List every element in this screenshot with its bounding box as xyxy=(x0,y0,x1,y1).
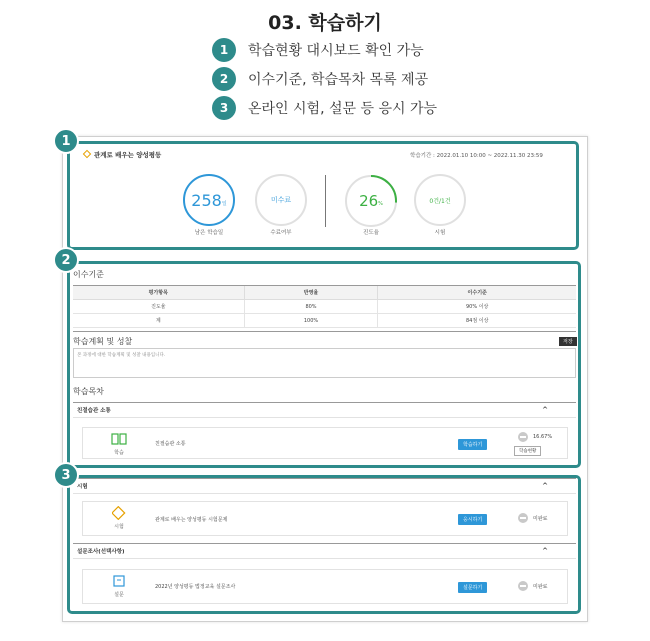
toc-group-header[interactable] xyxy=(73,402,576,418)
progress-label: 진도율 xyxy=(363,230,379,236)
toc-title: 학습목차 xyxy=(73,387,104,396)
column-header: 이수기준 xyxy=(378,286,576,300)
remaining-days-unit: 일 xyxy=(221,200,227,207)
feature-number: 2 xyxy=(212,67,236,91)
group-title: 설문조사(선택사항) xyxy=(77,549,125,555)
study-button[interactable]: 학습하기 xyxy=(458,439,487,450)
section-badge-1: 1 xyxy=(53,128,79,154)
exam-label: 시험 xyxy=(434,230,446,236)
feature-1 xyxy=(212,37,424,63)
course-period: 학습기간 : 2022.01.10 10:00 ~ 2022.11.30 23:59 xyxy=(410,153,543,159)
remaining-days-value: 258 xyxy=(191,190,222,210)
table-cell: 90% 이상 xyxy=(378,300,576,314)
group-title: 시험 xyxy=(77,484,88,490)
table-cell: 진도율 xyxy=(73,300,244,314)
item-title: 관계로 배우는 양성평등 시험문제 xyxy=(155,517,228,523)
take-exam-button[interactable]: 응시하기 xyxy=(458,514,487,525)
incomplete-icon xyxy=(518,581,528,591)
survey-group-header[interactable] xyxy=(73,543,576,559)
survey-button[interactable]: 설문하기 xyxy=(458,582,487,593)
exam-value: 0건/1건 xyxy=(429,197,451,205)
column-header: 평가항목 xyxy=(73,286,244,300)
table-cell: 100% xyxy=(244,314,378,328)
table-cell: 계 xyxy=(73,314,244,328)
item-percent: 16.67% xyxy=(533,434,553,440)
table-row xyxy=(73,300,576,314)
progress-value: 26 xyxy=(359,192,379,210)
section-badge-2: 2 xyxy=(53,247,79,273)
chevron-up-icon[interactable]: ^ xyxy=(542,482,548,490)
table-cell: 80% xyxy=(244,300,378,314)
item-type-label: 학습 xyxy=(114,450,124,456)
incomplete-icon xyxy=(518,513,528,523)
item-title: 친절습관 소통 xyxy=(155,441,186,447)
section-badge-3: 3 xyxy=(53,462,79,488)
plan-title: 학습계획 및 성찰 xyxy=(73,337,133,346)
item-status: 미완료 xyxy=(533,516,548,522)
table-header-row xyxy=(73,286,576,300)
column-header: 반영율 xyxy=(244,286,378,300)
group-title: 친절습관 소통 xyxy=(77,408,111,414)
table-row xyxy=(73,314,576,328)
remaining-days-ring xyxy=(183,174,235,226)
divider xyxy=(325,175,326,227)
page-heading: 03. 학습하기 xyxy=(268,12,382,34)
completion-ring xyxy=(255,174,307,226)
feature-number: 3 xyxy=(212,96,236,120)
table-cell: 84점 이상 xyxy=(378,314,576,328)
feature-text: 학습현황 대시보드 확인 가능 xyxy=(248,43,424,59)
feature-2 xyxy=(212,66,428,92)
divider xyxy=(73,331,576,332)
remaining-days-label: 남은 학습일 xyxy=(194,230,224,236)
progress-text xyxy=(344,174,398,228)
exam-group-header[interactable] xyxy=(73,478,576,494)
plan-textarea[interactable]: 본 과정에 대한 학습계획 및 성찰 내용입니다. xyxy=(73,348,576,378)
item-status: 미완료 xyxy=(533,584,548,590)
chevron-up-icon[interactable]: ^ xyxy=(542,406,548,414)
criteria-title: 이수기준 xyxy=(73,270,104,279)
feature-number: 1 xyxy=(212,38,236,62)
pencil-icon xyxy=(109,506,129,520)
chevron-up-icon[interactable]: ^ xyxy=(542,547,548,555)
feature-3 xyxy=(212,95,437,121)
progress-unit: % xyxy=(378,201,383,207)
save-button[interactable]: 저장 xyxy=(559,337,577,346)
completion-label: 수료여부 xyxy=(270,230,292,236)
status-button[interactable]: 학습현황 xyxy=(514,446,541,456)
item-title: 2022년 양성평등 법정교육 설문조사 xyxy=(155,584,236,590)
book-icon xyxy=(109,432,129,446)
completion-status: 미수료 xyxy=(270,196,292,204)
feature-text: 이수기준, 학습목차 목록 제공 xyxy=(248,72,429,88)
exam-ring xyxy=(414,174,466,226)
survey-icon xyxy=(109,574,129,588)
item-type-label: 시험 xyxy=(114,524,124,530)
item-type-label: 설문 xyxy=(114,592,124,598)
incomplete-icon xyxy=(518,432,528,442)
feature-text: 온라인 시험, 설문 등 응시 가능 xyxy=(248,101,437,117)
course-title: 관계로 배우는 양성평등 xyxy=(94,151,162,159)
criteria-table xyxy=(73,285,576,328)
